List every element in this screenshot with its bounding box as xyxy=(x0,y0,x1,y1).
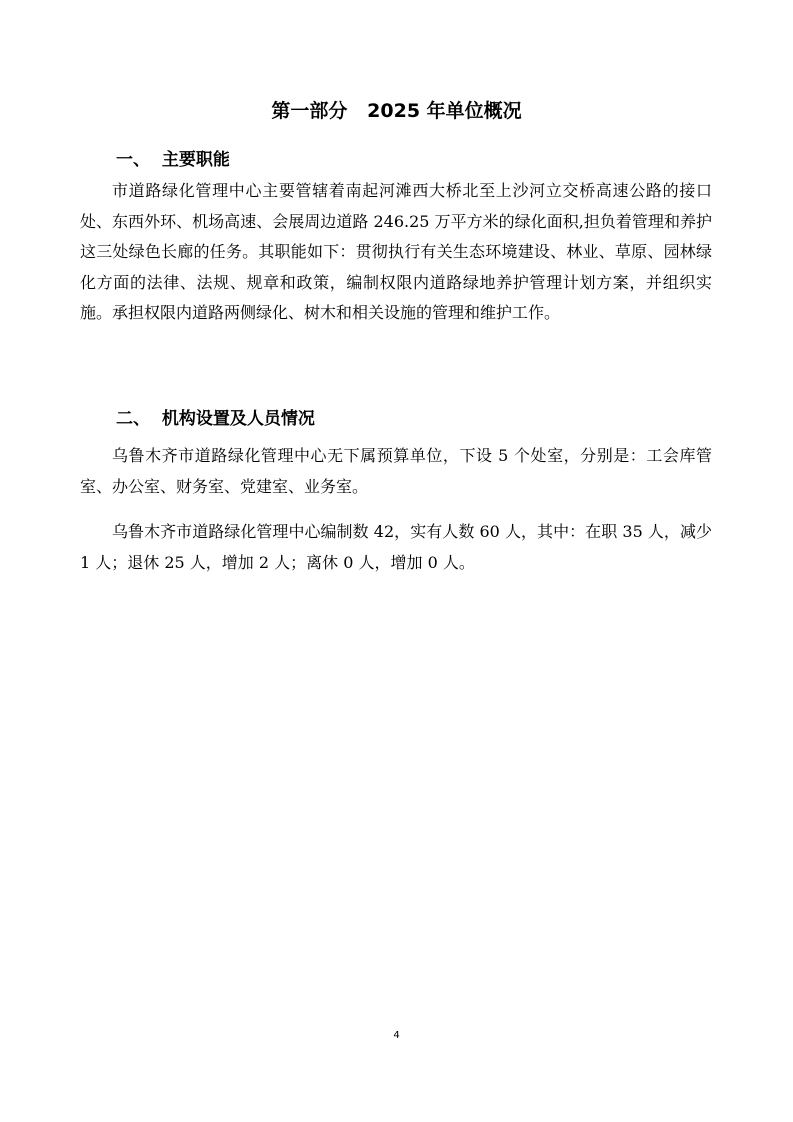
paragraph-organization-structure: 乌鲁木齐市道路绿化管理中心无下属预算单位，下设 5 个处室，分别是：工会库管室、办公室、财务室、党建室、业务室。 xyxy=(80,446,712,496)
page-number: 4 xyxy=(393,1030,400,1041)
section-heading-main-functions: 一、 主要职能 xyxy=(116,150,230,170)
paragraph-main-functions: 市道路绿化管理中心主要管辖着南起河滩西大桥北至上沙河立交桥高速公路的接口处、东西外环、机场高速、会展周边道路 246.25 万平方米的绿化面积,担负着管理和养护这三处绿色长廊的任务。其职能如下：贯彻执行有关生态环境建设、林业、草原、园林绿化方面的法律、法规、规章和政策，编制权限内道路绿地养护管理计划方案，并组织实施。承担权限内道路两侧绿化、树木和相关设施的管理和维护工作。 xyxy=(80,181,712,322)
paragraph-staff-numbers: 乌鲁木齐市道路绿化管理中心编制数 42，实有人数 60 人，其中：在职 35 人，减少 1 人；退休 25 人，增加 2 人；离休 0 人，增加 0 人。 xyxy=(80,522,712,572)
section-heading-organization-staff: 二、 机构设置及人员情况 xyxy=(116,409,315,429)
page-title: 第一部分 2025 年单位概况 xyxy=(271,100,522,122)
